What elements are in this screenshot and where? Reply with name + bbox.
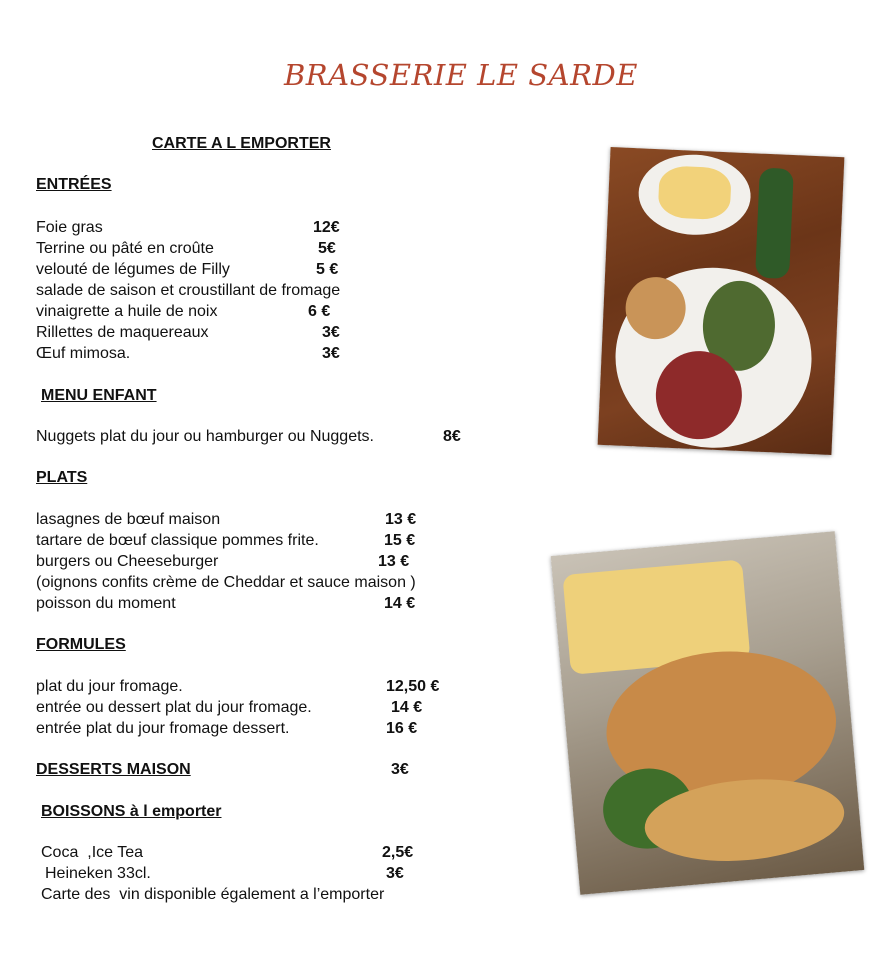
menu-item-name: (oignons confits crème de Cheddar et sauce maison ) (36, 574, 416, 591)
menu-item-name: Foie gras (36, 219, 103, 236)
menu-item-name: lasagnes de bœuf maison (36, 511, 221, 528)
menu-item-name: Carte des vin disponible également a l’emporter (41, 886, 385, 903)
tartare-photo (598, 147, 845, 455)
section-heading-formules: FORMULES (36, 636, 126, 653)
menu-item-price: 3€ (322, 324, 340, 341)
menu-item-price: 16 € (386, 720, 418, 737)
menu-item-name: Œuf mimosa. (36, 345, 131, 362)
menu-item-name: salade de saison et croustillant de fromage (36, 282, 341, 299)
section-heading-plats: PLATS (36, 469, 88, 486)
menu-item-name: Coca ,Ice Tea (41, 844, 143, 861)
menu-item-price: 3€ (322, 345, 340, 362)
section-heading-menu-enfant: MENU ENFANT (41, 387, 157, 404)
menu-item-price: 3€ (386, 865, 404, 882)
menu-item-name: plat du jour fromage. (36, 678, 183, 695)
menu-item-price: 15 € (384, 532, 416, 549)
menu-item-name: Heineken 33cl. (45, 865, 151, 882)
menu-item-price: 3€ (391, 761, 409, 778)
menu-item-name: Nuggets plat du jour ou hamburger ou Nuggets. (36, 428, 374, 445)
menu-item-name: tartare de bœuf classique pommes frite. (36, 532, 319, 549)
menu-item-name: entrée plat du jour fromage dessert. (36, 720, 290, 737)
menu-item-price: 13 € (378, 553, 410, 570)
menu-item-price: 13 € (385, 511, 417, 528)
menu-item-name: burgers ou Cheeseburger (36, 553, 219, 570)
menu-item-name: Rillettes de maquereaux (36, 324, 209, 341)
section-heading-boissons: BOISSONS à l emporter (41, 803, 222, 820)
menu-item-price: 6 € (308, 303, 331, 320)
menu-item-price: 14 € (384, 595, 416, 612)
menu-item-price: 12,50 € (386, 678, 440, 695)
menu-item-price: 8€ (443, 428, 461, 445)
restaurant-title: BRASSERIE LE SARDE (284, 58, 638, 92)
menu-item-price: 5 € (316, 261, 339, 278)
section-heading-entrees: ENTRÉES (36, 176, 112, 193)
menu-item-name: poisson du moment (36, 595, 176, 612)
menu-item-name: velouté de légumes de Filly (36, 261, 230, 278)
menu-item-name: Terrine ou pâté en croûte (36, 240, 214, 257)
burger-photo (551, 531, 865, 895)
menu-item-price: 12€ (313, 219, 340, 236)
menu-subtitle: CARTE A L EMPORTER (152, 135, 331, 152)
section-heading-desserts: DESSERTS MAISON (36, 761, 191, 778)
menu-item-name: vinaigrette a huile de noix (36, 303, 218, 320)
menu-item-name: entrée ou dessert plat du jour fromage. (36, 699, 312, 716)
menu-item-price: 14 € (391, 699, 423, 716)
menu-item-price: 5€ (318, 240, 336, 257)
menu-item-price: 2,5€ (382, 844, 414, 861)
